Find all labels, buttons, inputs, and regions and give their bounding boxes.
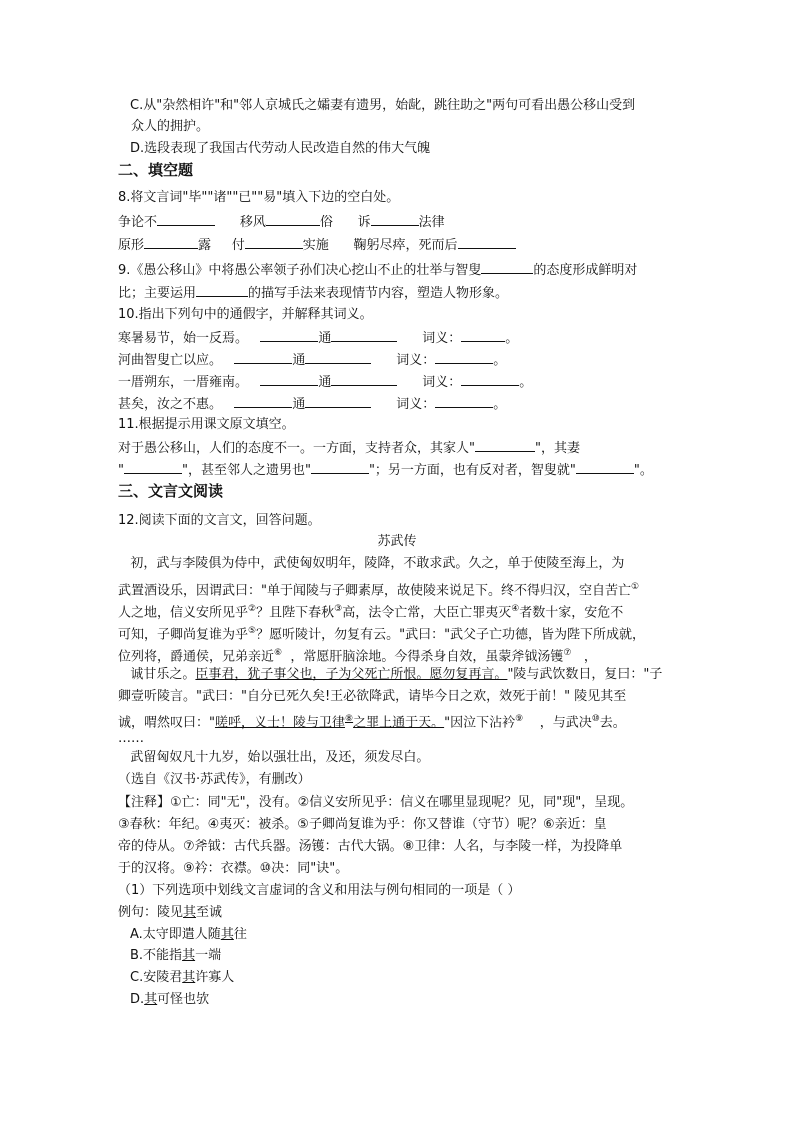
blank[interactable] — [435, 349, 493, 364]
blank[interactable] — [234, 393, 292, 408]
blank[interactable] — [260, 327, 318, 342]
notes-line: ③春秋：年纪。④夷灭：被杀。⑤子卿尚复谁为乎：你又替谁（守节）呢？⑥亲近：皇 — [118, 817, 607, 832]
passage-line: 武置酒设乐，因谓武曰："单于闻陵与子卿素厚，故使陵来说足下。终不得归汉，空自苦亡① — [118, 582, 640, 599]
notes-line: 于的汉将。⑨衿：衣襟。⑩决：同"诀"。 — [118, 861, 349, 876]
blank[interactable] — [124, 459, 182, 474]
q12-stem: 12.阅读下面的文言文，回答问题。 — [118, 513, 321, 528]
blank[interactable] — [576, 459, 634, 474]
ellipsis: …… — [118, 731, 144, 746]
q7-option-c-line1: C.从"杂然相许"和"邻人京城氏之孀妻有遗男，始龀，跳往助之"两句可看出愚公移山受到 — [130, 98, 636, 113]
q9-line1: 9.《愚公移山》中将愚公率领子孙们决心挖山不止的壮举与智叟 的态度形成鲜明对 — [118, 259, 637, 281]
q10-stem: 10.指出下列句中的通假字，并解释其词义。 — [118, 307, 373, 322]
q10-row: 甚矣，汝之不惠。 通 词义： 。 — [118, 393, 506, 415]
q10-row: 寒暑易节，始一反焉。 通 词义： 。 — [118, 327, 518, 349]
blank[interactable] — [305, 349, 371, 364]
option-d[interactable]: D.其可怪也欤 — [130, 992, 210, 1007]
underlined-sentence: 臣事君，犹子事父也，子为父死亡所恨。愿勿复再言。 — [195, 667, 508, 682]
blank[interactable] — [311, 459, 369, 474]
blank[interactable] — [144, 234, 198, 249]
q8-row-2: 原形 露 付 实施 鞠躬尽瘁，死而后 — [118, 234, 516, 256]
blank[interactable] — [481, 259, 533, 274]
passage-title: 苏武传 — [377, 534, 417, 549]
blank[interactable] — [196, 282, 248, 297]
passage-line: 卿壹听陵言。"武曰："自分已死久矣!王必欲降武，请毕今日之欢，效死于前！" 陵见其至 — [118, 689, 627, 704]
blank[interactable] — [461, 327, 505, 342]
blank[interactable] — [234, 349, 292, 364]
blank[interactable] — [331, 327, 397, 342]
blank[interactable] — [245, 234, 303, 249]
passage-line: 诚，喟然叹曰："嗟呼，义士！陵与卫律⑧之罪上通于天。"因泣下沾衿⑨ ，与武决⑩去。 — [118, 714, 626, 731]
q11-line1: 对于愚公移山，人们的态度不一。一方面，支持者众，其家人" "，其妻 — [118, 437, 580, 459]
q11-stem: 11.根据提示用课文原文填空。 — [118, 417, 295, 432]
q10-row: 一厝朔东，一厝雍南。 通 词义： 。 — [118, 371, 532, 393]
q11-line2: " "，甚至邻人之遗男也" "；另一方面，也有反对者，智叟就" "。 — [118, 459, 653, 481]
q9-line2: 比；主要运用 的描写手法来表现情节内容，塑造人物形象。 — [118, 282, 508, 304]
passage-line: 诚甘乐之。臣事君，犹子事父也，子为父死亡所恨。愿勿复再言。"陵与武饮数日，复曰："子 — [130, 667, 663, 682]
section-heading-fill-in: 二、填空题 — [118, 161, 194, 179]
blank[interactable] — [260, 371, 318, 386]
blank[interactable] — [305, 393, 371, 408]
q10-row: 河曲智叟亡以应。 通 词义： 。 — [118, 349, 506, 371]
q8-stem: 8.将文言词"毕""诸""已""易"填入下边的空白处。 — [118, 190, 400, 205]
q7-option-c-line2: 众人的拥护。 — [131, 119, 210, 134]
blank[interactable] — [461, 371, 519, 386]
option-c[interactable]: C.安陵君其许寡人 — [130, 970, 235, 985]
notes-line: 【注释】①亡：同"无"，没有。②信义安所见乎：信义在哪里显现呢？见，同"现"，呈现。 — [118, 795, 634, 810]
blank[interactable] — [458, 234, 516, 249]
q8-row-1: 争论不 移风 俗 诉 法律 — [118, 211, 445, 233]
blank[interactable] — [266, 211, 320, 226]
notes-line: 帝的侍从。⑦斧钺：古代兵器。汤镬：古代大锅。⑧卫律：人名，与李陵一样，为投降单 — [118, 839, 623, 854]
underlined-sentence: 嗟呼，义士！陵与卫律 — [214, 715, 345, 731]
passage-line: 位列将，爵通侯，兄弟亲近⑥ ，常愿肝脑涂地。今得杀身自效，虽蒙斧钺汤镬⑦ ， — [118, 648, 597, 665]
passage-source: （选自《汉书·苏武传》，有删改） — [118, 772, 311, 787]
option-a[interactable]: A.太守即遣人随其往 — [130, 927, 247, 942]
passage-line: 人之地，信义安所见乎②？且陛下春秋③高，法令亡常，大臣亡罪夷灭④者数十家，安危不 — [118, 604, 624, 621]
passage-line: 武留匈奴凡十九岁，始以强壮出，及还，须发尽白。 — [130, 750, 430, 765]
q7-option-d: D.选段表现了我国古代劳动人民改造自然的伟大气魄 — [130, 141, 431, 156]
example-sentence: 例句：陵见其至诚 — [118, 905, 223, 920]
passage-line: 初，武与李陵俱为侍中，武使匈奴明年，陵降，不敢求武。久之，单于使陵至海上，为 — [130, 556, 625, 571]
blank[interactable] — [435, 393, 493, 408]
section-heading-classical-reading: 三、文言文阅读 — [118, 482, 224, 500]
blank[interactable] — [475, 437, 535, 452]
blank[interactable] — [331, 371, 397, 386]
option-b[interactable]: B.不能指其一端 — [130, 948, 222, 963]
sub-question-1: （1）下列选项中划线文言虚词的含义和用法与例句相同的一项是（ ） — [118, 883, 521, 898]
blank[interactable] — [371, 211, 419, 226]
blank[interactable] — [157, 211, 215, 226]
passage-line: 可知，子卿尚复谁为乎⑤？愿听陵计，勿复有云。"武曰："武父子亡功德，皆为陛下所成就， — [118, 626, 646, 643]
